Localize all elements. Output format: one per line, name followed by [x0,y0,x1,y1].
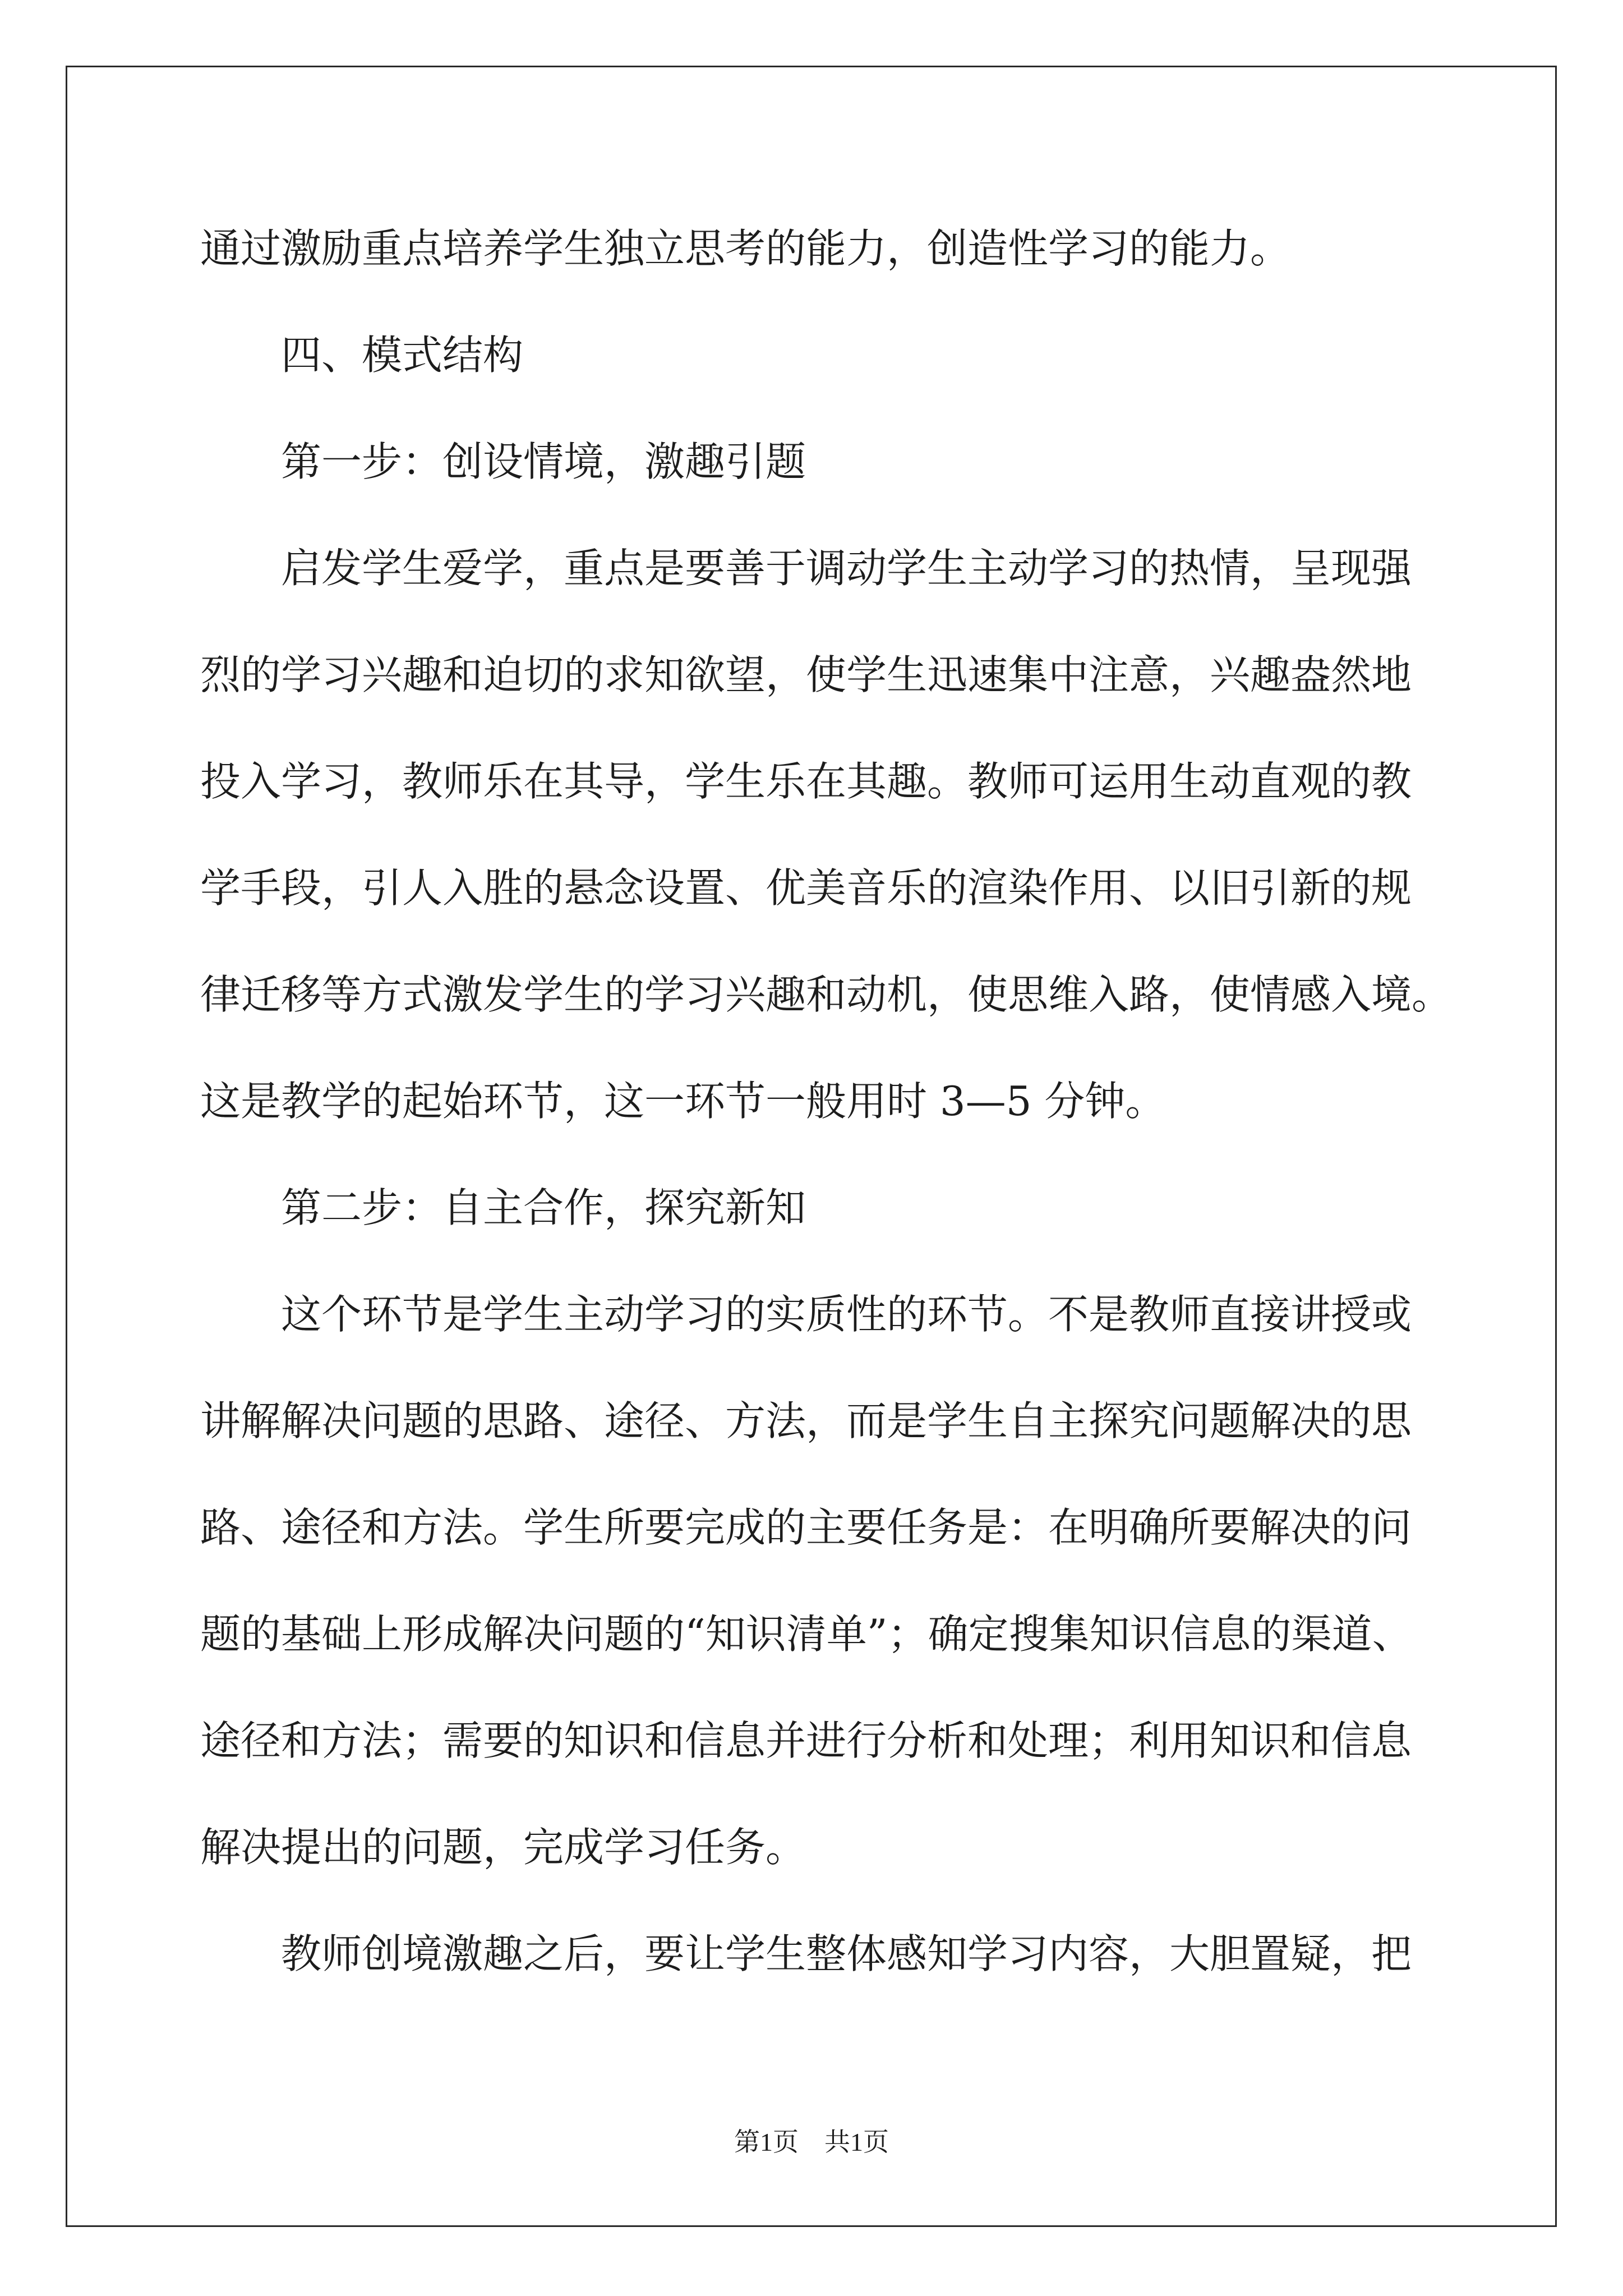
continued-paragraph [200,195,1513,302]
step-heading: 第二步：自主合作，探究新知 [281,1184,806,1231]
text-line: 烈的学习兴趣和迫切的求知欲望，使学生迅速集中注意，兴趣盎然地 [200,651,1412,698]
document-body [200,195,1513,2007]
text-line: 这个环节是学生主动学习的实质性的环节。不是教师直接讲授或 [281,1291,1412,1338]
text-line: 教师创境激趣之后，要让学生整体感知学习内容，大胆置疑，把 [281,1930,1412,1977]
text-line: 启发学生爱学，重点是要善于调动学生主动学习的热情，呈现强 [281,545,1412,592]
paragraph [200,515,1513,1154]
section-heading: 四、模式结构 [281,332,524,379]
text-line: 解决提出的问题，完成学习任务。 [200,1824,806,1871]
text-line: 这是教学的起始环节，这一环节一般用时 3—5 分钟。 [200,1078,1166,1125]
step-heading: 第一步：创设情境，激趣引题 [281,438,806,485]
text-line: 途径和方法；需要的知识和信息并进行分析和处理；利用知识和信息 [200,1717,1412,1764]
text-line: 投入学习，教师乐在其导，学生乐在其趣。教师可运用生动直观的教 [200,758,1412,805]
text-line: 路、途径和方法。学生所要完成的主要任务是：在明确所要解决的问 [200,1504,1412,1551]
paragraph [200,1261,1513,1901]
page-number-footer: 第1页 共1页 [734,2128,889,2156]
paragraph [200,1901,1513,2007]
text-line: 题的基础上形成解决问题的“知识清单”；确定搜集知识信息的渠道、 [200,1611,1413,1658]
text-line: 通过激励重点培养学生独立思考的能力，创造性学习的能力。 [200,225,1291,272]
text-line: 律迁移等方式激发学生的学习兴趣和动机，使思维入路，使情感入境。 [200,971,1453,1018]
text-line: 讲解解决问题的思路、途径、方法，而是学生自主探究问题解决的思 [200,1397,1412,1444]
text-line: 学手段，引人入胜的悬念设置、优美音乐的渲染作用、以旧引新的规 [200,864,1412,912]
